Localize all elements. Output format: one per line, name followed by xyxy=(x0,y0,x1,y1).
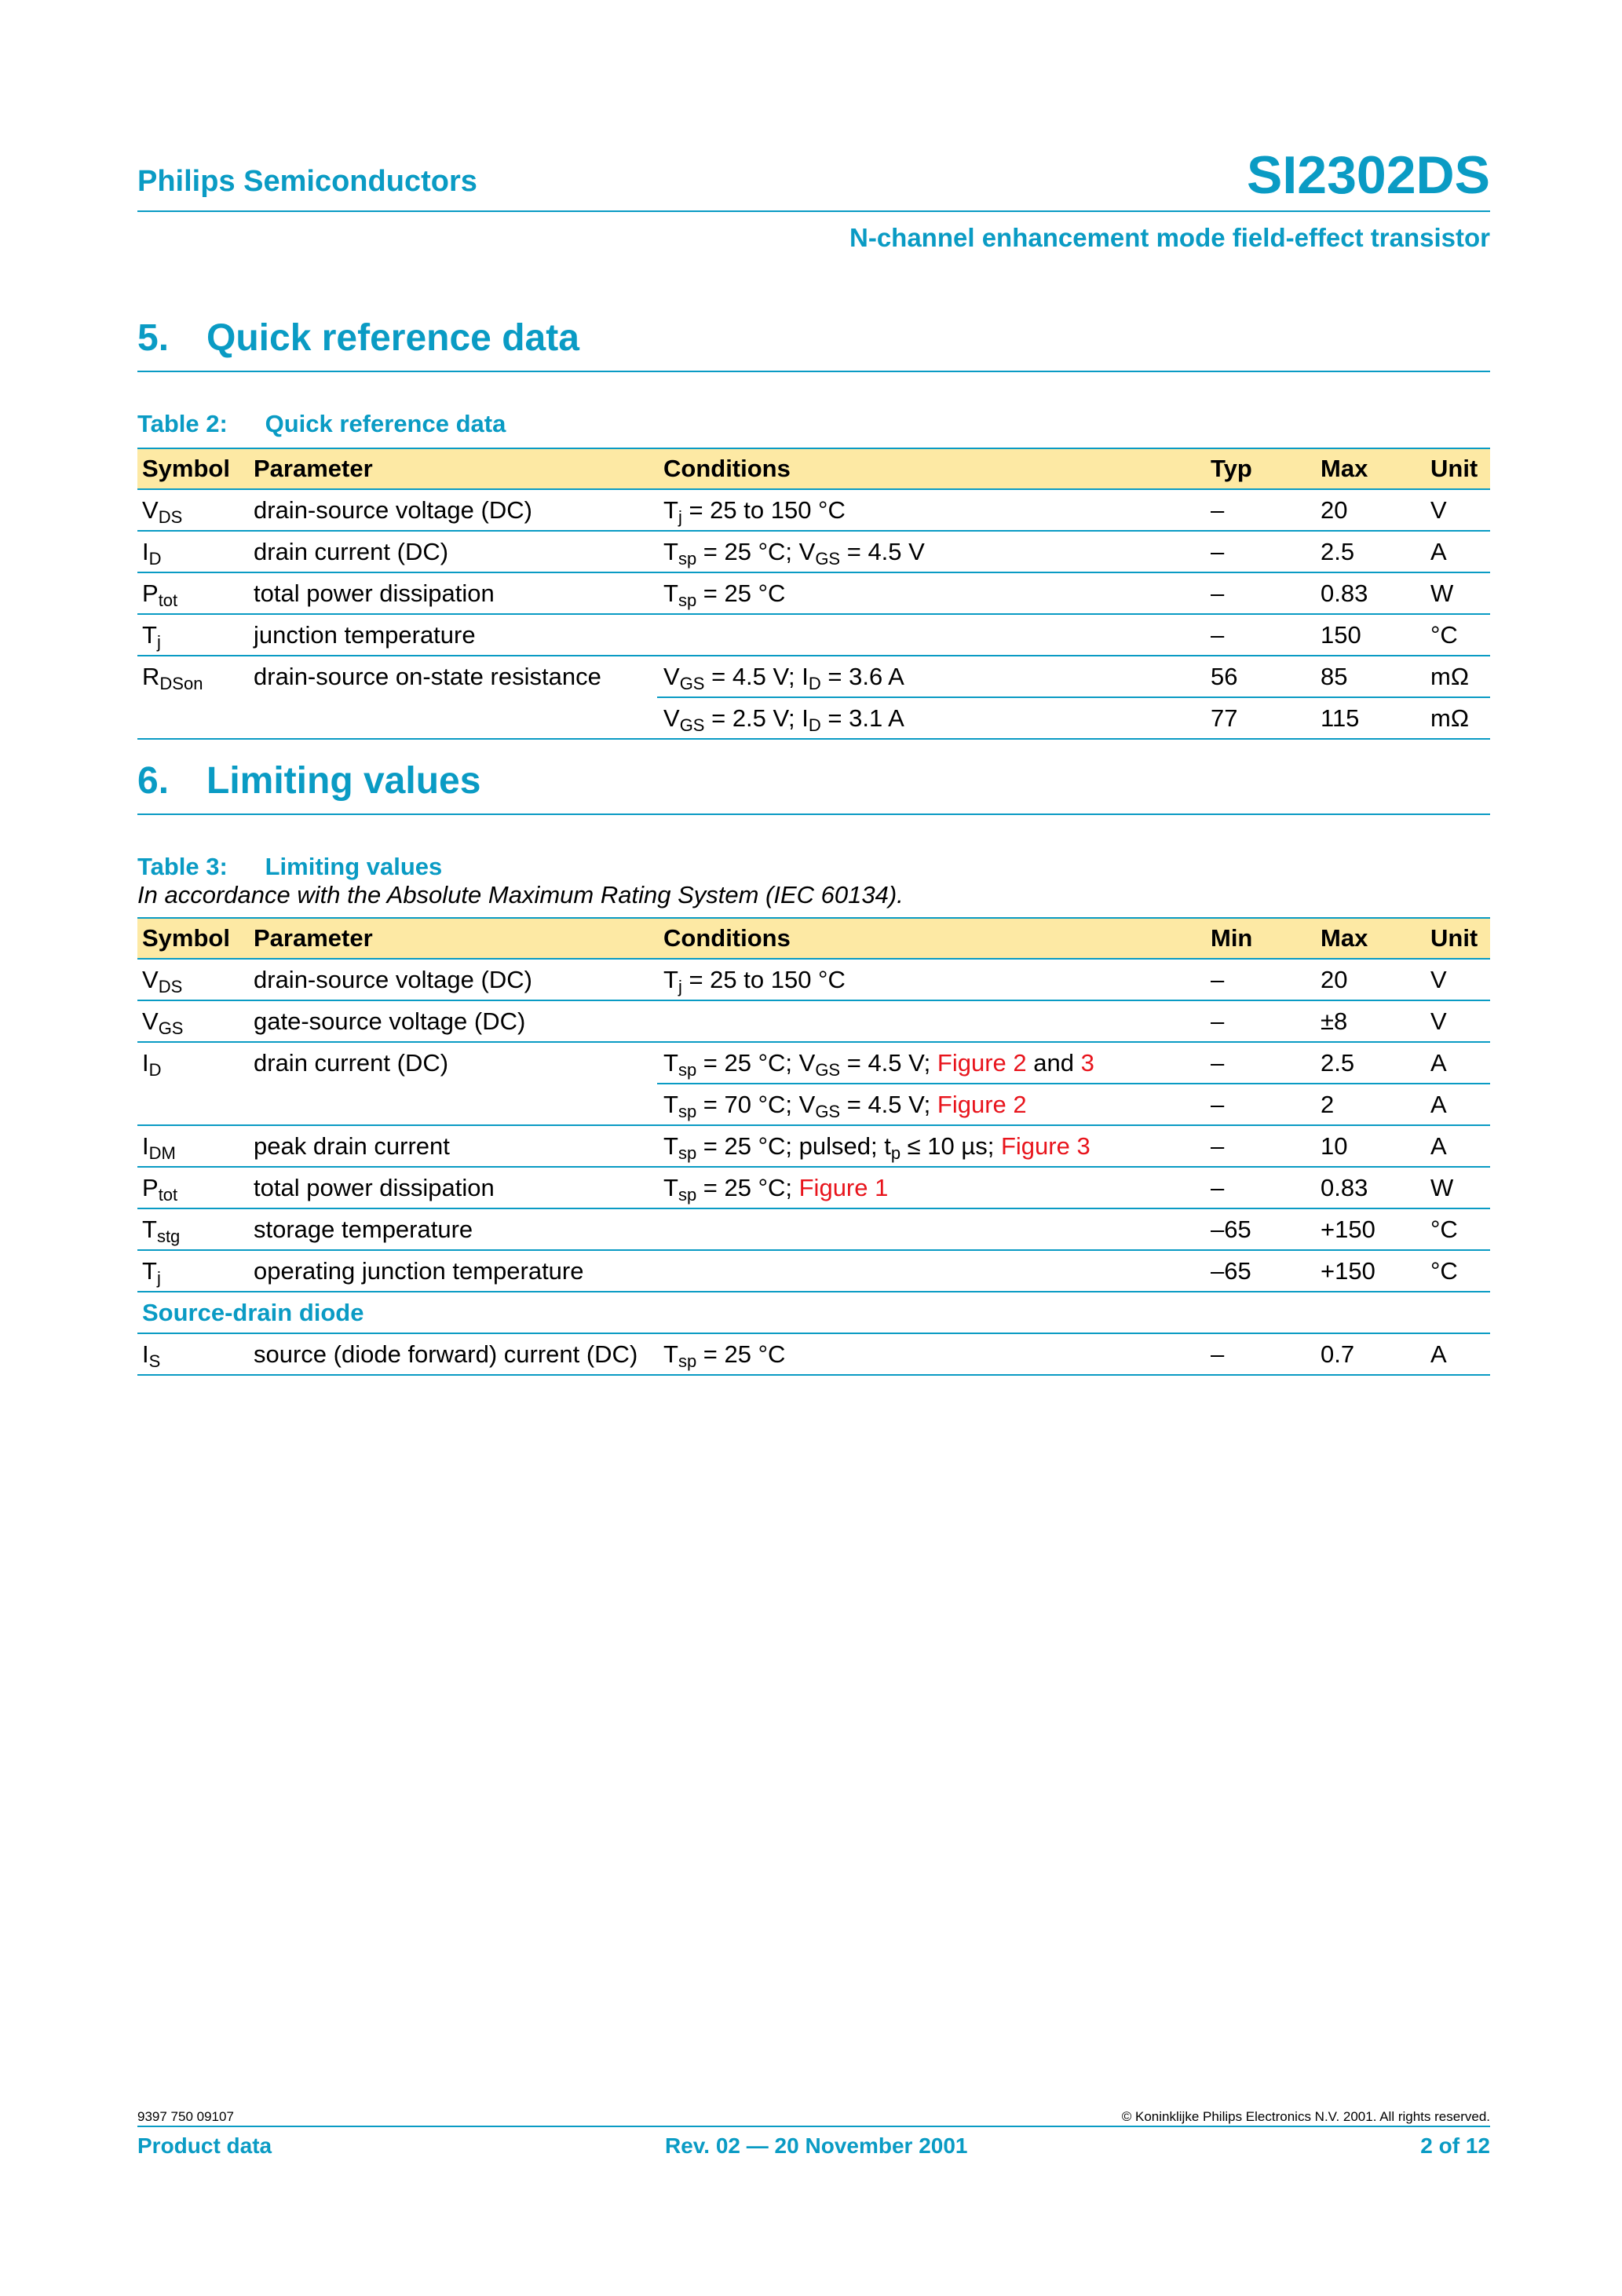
parameter-cell: drain-source voltage (DC) xyxy=(247,959,657,1000)
table-title: Limiting values xyxy=(265,853,443,880)
section-quick-reference xyxy=(137,314,1490,740)
table-row xyxy=(137,1084,1490,1125)
table-note: In accordance with the Absolute Maximum Rating System (IEC 60134). xyxy=(137,881,904,909)
unit-cell: mΩ xyxy=(1424,697,1490,739)
min-cell: – xyxy=(1204,1125,1314,1167)
typ-cell: – xyxy=(1204,489,1314,531)
unit-cell: A xyxy=(1424,1042,1490,1084)
max-cell: +150 xyxy=(1314,1250,1424,1292)
col-unit: Unit xyxy=(1424,448,1490,489)
quick-reference-table xyxy=(137,448,1490,740)
parameter-cell: operating junction temperature xyxy=(247,1250,657,1292)
table-row xyxy=(137,489,1490,531)
max-cell: 150 xyxy=(1314,614,1424,656)
conditions-cell: $T_{sp} = 25$ °C xyxy=(657,1333,1204,1375)
symbol-cell: $I_D$ xyxy=(137,531,247,572)
symbol-cell: $V_{DS}$ xyxy=(137,489,247,531)
parameter-cell: total power dissipation xyxy=(247,572,657,614)
subsection-heading: Source-drain diode xyxy=(137,1292,1490,1333)
typ-cell: 77 xyxy=(1204,697,1314,739)
document-subtitle: N-channel enhancement mode field-effect transistor xyxy=(849,223,1490,252)
table-label: Table 2: xyxy=(137,410,228,437)
unit-cell: A xyxy=(1424,1125,1490,1167)
max-cell: 2.5 xyxy=(1314,531,1424,572)
conditions-cell: $T_{sp} = 25$ °C; $V_{GS} = 4.5$ V; Figure 2 and 3 xyxy=(657,1042,1204,1084)
header-rule xyxy=(137,210,1490,212)
conditions-cell: $V_{GS} = 4.5$ V; $I_D = 3.6$ A xyxy=(657,656,1204,697)
col-parameter: Parameter xyxy=(247,448,657,489)
section-heading: Quick reference data xyxy=(206,317,579,359)
col-symbol: Symbol xyxy=(137,448,247,489)
max-cell: +150 xyxy=(1314,1208,1424,1250)
section-number: 6. xyxy=(137,760,170,802)
section-limiting-values xyxy=(137,757,1490,1376)
parameter-cell: drain-source voltage (DC) xyxy=(247,489,657,531)
table-row xyxy=(137,614,1490,656)
document-status: Product data xyxy=(137,2133,272,2158)
max-cell: 10 xyxy=(1314,1125,1424,1167)
max-cell: 2 xyxy=(1314,1084,1424,1125)
symbol-cell xyxy=(137,697,247,739)
figure-2-link[interactable]: Figure 2 xyxy=(937,1090,1027,1118)
min-cell: – xyxy=(1204,1167,1314,1208)
parameter-cell: source (diode forward) current (DC) xyxy=(247,1333,657,1375)
conditions-cell xyxy=(657,1208,1204,1250)
max-cell: ±8 xyxy=(1314,1000,1424,1042)
footer-rule xyxy=(137,2126,1490,2127)
symbol-cell: $T_j$ xyxy=(137,614,247,656)
table-subhead-row xyxy=(137,1292,1490,1333)
typ-cell: – xyxy=(1204,572,1314,614)
parameter-cell: gate-source voltage (DC) xyxy=(247,1000,657,1042)
min-cell: – xyxy=(1204,959,1314,1000)
symbol-cell: $P_{tot}$ xyxy=(137,1167,247,1208)
figure-2-link[interactable]: Figure 2 xyxy=(937,1048,1027,1077)
conditions-cell xyxy=(657,1250,1204,1292)
unit-cell: °C xyxy=(1424,1208,1490,1250)
table-header-row xyxy=(137,448,1490,489)
table-caption xyxy=(137,410,1490,438)
parameter-cell: storage temperature xyxy=(247,1208,657,1250)
symbol-cell: $T_j$ xyxy=(137,1250,247,1292)
symbol-cell: $I_D$ xyxy=(142,1049,162,1080)
parameter-cell xyxy=(247,697,657,739)
max-cell: 20 xyxy=(1314,959,1424,1000)
revision: Rev. 02 — 20 November 2001 xyxy=(665,2133,968,2158)
table-row xyxy=(137,697,1490,739)
typ-cell: – xyxy=(1204,531,1314,572)
conditions-cell: $T_j = 25$ to 150 °C xyxy=(657,959,1204,1000)
conditions-cell: $T_{sp} = 25$ °C; $V_{GS} = 4.5$ V xyxy=(657,531,1204,572)
parameter-cell: drain current (DC) xyxy=(254,1049,449,1077)
symbol-cell: $V_{DS}$ xyxy=(137,959,247,1000)
limiting-values-table xyxy=(137,917,1490,1376)
conditions-cell: $T_{sp} = 25$ °C xyxy=(657,572,1204,614)
conditions-cell xyxy=(657,614,1204,656)
table-row xyxy=(137,531,1490,572)
symbol-cell: $I_S$ xyxy=(137,1333,247,1375)
conditions-cell: $V_{GS} = 2.5$ V; $I_D = 3.1$ A xyxy=(657,697,1204,739)
conditions-cell xyxy=(657,1000,1204,1042)
unit-cell: A xyxy=(1424,1333,1490,1375)
section-title xyxy=(137,314,1490,360)
col-parameter: Parameter xyxy=(247,918,657,959)
table-row xyxy=(137,656,1490,697)
section-heading: Limiting values xyxy=(206,760,481,802)
symbol-cell: $V_{GS}$ xyxy=(137,1000,247,1042)
figure-3-link[interactable]: Figure 3 xyxy=(1000,1132,1090,1160)
unit-cell: A xyxy=(1424,1084,1490,1125)
section-rule xyxy=(137,813,1490,815)
min-cell: – xyxy=(1204,1333,1314,1375)
min-cell: – xyxy=(1204,1000,1314,1042)
parameter-cell: junction temperature xyxy=(247,614,657,656)
symbol-cell xyxy=(137,1084,247,1125)
symbol-cell: $R_{DSon}$ xyxy=(142,663,203,693)
table-row xyxy=(137,1042,1490,1084)
parameter-cell: total power dissipation xyxy=(247,1167,657,1208)
document-number: 9397 750 09107 xyxy=(137,2109,234,2124)
max-cell: 2.5 xyxy=(1314,1042,1424,1084)
figure-1-link[interactable]: Figure 1 xyxy=(798,1173,889,1201)
table-row xyxy=(137,572,1490,614)
table-header-row xyxy=(137,918,1490,959)
table-caption xyxy=(137,853,1490,881)
symbol-cell: $T_{stg}$ xyxy=(137,1208,247,1250)
col-max: Max xyxy=(1314,448,1424,489)
col-conditions: Conditions xyxy=(657,448,1204,489)
max-cell: 0.7 xyxy=(1314,1333,1424,1375)
table-row xyxy=(137,1125,1490,1167)
col-min: Min xyxy=(1204,918,1314,959)
conditions-cell: $T_{sp} = 70$ °C; $V_{GS} = 4.5$ V; Figure 2 xyxy=(657,1084,1204,1125)
max-cell: 0.83 xyxy=(1314,1167,1424,1208)
col-max: Max xyxy=(1314,918,1424,959)
parameter-cell xyxy=(247,1084,657,1125)
unit-cell: V xyxy=(1424,489,1490,531)
min-cell: –65 xyxy=(1204,1250,1314,1292)
conditions-cell: $T_{sp} = 25$ °C; pulsed; $t_p \le 10$ µs; Figure 3 xyxy=(657,1125,1204,1167)
parameter-cell: peak drain current xyxy=(247,1125,657,1167)
symbol-cell: $P_{tot}$ xyxy=(137,572,247,614)
parameter-cell: drain-source on-state resistance xyxy=(254,663,601,690)
col-typ: Typ xyxy=(1204,448,1314,489)
table-title: Quick reference data xyxy=(265,410,506,437)
section-title xyxy=(137,757,1490,803)
col-symbol: Symbol xyxy=(137,918,247,959)
col-unit: Unit xyxy=(1424,918,1490,959)
symbol-cell: $I_{DM}$ xyxy=(137,1125,247,1167)
table-row xyxy=(137,1333,1490,1375)
col-conditions: Conditions xyxy=(657,918,1204,959)
min-cell: – xyxy=(1204,1084,1314,1125)
table-label: Table 3: xyxy=(137,853,228,880)
min-cell: – xyxy=(1204,1042,1314,1084)
section-number: 5. xyxy=(137,317,170,359)
part-number: SI2302DS xyxy=(1247,145,1490,205)
table-row xyxy=(137,1250,1490,1292)
typ-cell: 56 xyxy=(1204,656,1314,697)
unit-cell: V xyxy=(1424,959,1490,1000)
table-row xyxy=(137,1208,1490,1250)
copyright: © Koninklijke Philips Electronics N.V. 2001. All rights reserved. xyxy=(1121,2109,1490,2124)
figure-3-link[interactable]: 3 xyxy=(1080,1048,1094,1077)
typ-cell: – xyxy=(1204,614,1314,656)
section-rule xyxy=(137,371,1490,372)
table-row xyxy=(137,1000,1490,1042)
unit-cell: mΩ xyxy=(1424,656,1490,697)
unit-cell: W xyxy=(1424,1167,1490,1208)
conditions-cell: $T_j = 25$ to 150 °C xyxy=(657,489,1204,531)
company-name: Philips Semiconductors xyxy=(137,165,477,198)
table-row xyxy=(137,959,1490,1000)
min-cell: –65 xyxy=(1204,1208,1314,1250)
max-cell: 85 xyxy=(1314,656,1424,697)
unit-cell: A xyxy=(1424,531,1490,572)
unit-cell: W xyxy=(1424,572,1490,614)
unit-cell: V xyxy=(1424,1000,1490,1042)
page-number: 2 of 12 xyxy=(1420,2133,1490,2158)
table-row xyxy=(137,1167,1490,1208)
max-cell: 20 xyxy=(1314,489,1424,531)
unit-cell: °C xyxy=(1424,614,1490,656)
unit-cell: °C xyxy=(1424,1250,1490,1292)
max-cell: 0.83 xyxy=(1314,572,1424,614)
max-cell: 115 xyxy=(1314,697,1424,739)
conditions-cell: $T_{sp} = 25$ °C; Figure 1 xyxy=(657,1167,1204,1208)
parameter-cell: drain current (DC) xyxy=(247,531,657,572)
